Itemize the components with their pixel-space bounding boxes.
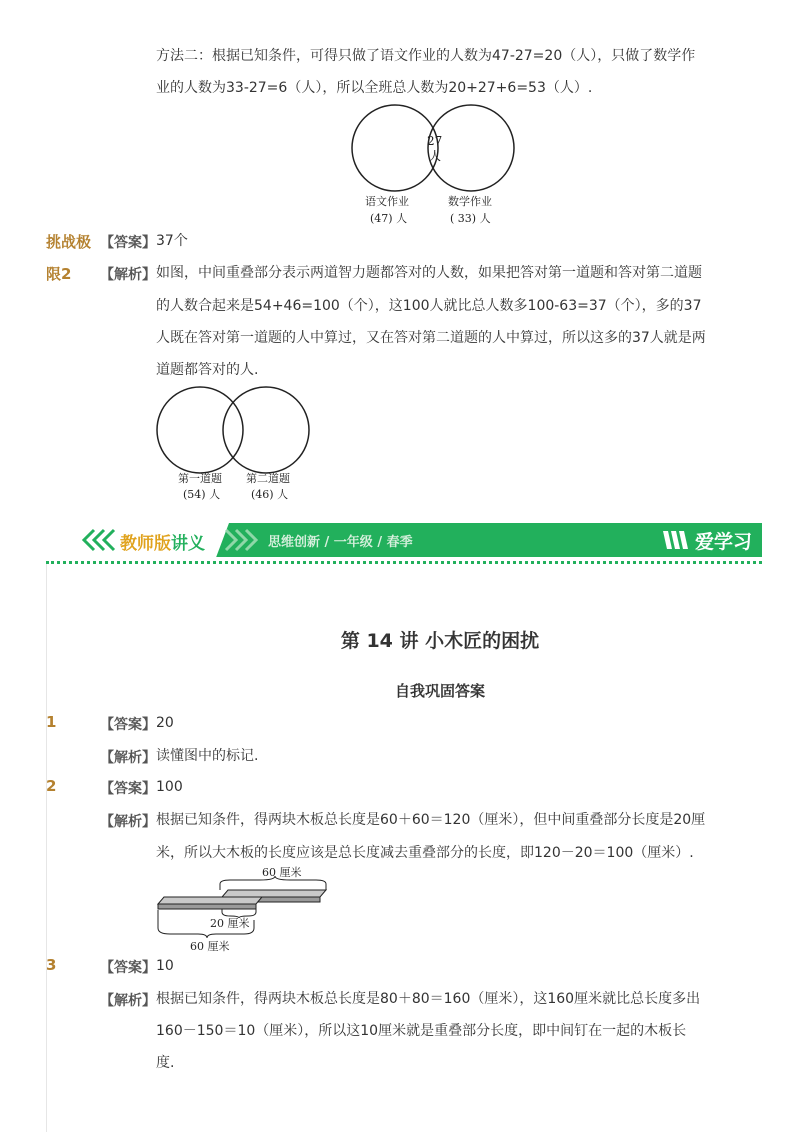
venn-circle-chinese — [352, 105, 438, 191]
analysis-line: 根据已知条件，得两块木板总长度是60＋60＝120（厘米），但中间重叠部分长度是20厘 — [156, 812, 706, 828]
analysis-tag: 【解析】 — [100, 814, 156, 830]
venn-circle-q2 — [223, 387, 309, 473]
venn-left-count: (47) 人 — [370, 212, 408, 225]
challenge-label-2: 限2 — [46, 265, 72, 283]
venn-diagram-questions — [150, 385, 320, 505]
challenge-analysis-line: 如图，中间重叠部分表示两道智力题都答对的人数，如果把答对第一道题和答对第二道题 — [156, 265, 702, 281]
venn-left-label: 语文作业 — [365, 195, 409, 208]
chevron-right-icon — [222, 528, 262, 552]
analysis-tag: 【解析】 — [100, 993, 156, 1009]
answer-number: 1 — [46, 713, 57, 731]
board-lower — [158, 897, 262, 904]
venn-left-count: (54) 人 — [183, 488, 221, 501]
challenge-analysis-line: 人既在答对第一道题的人中算过，又在答对第二道题的人中算过，所以这多的37人就是两 — [156, 330, 706, 346]
board-bottom-label: 60 厘米 — [190, 940, 230, 953]
challenge-answer: 37个 — [156, 233, 188, 249]
lecture-title: 第 14 讲 小木匠的困扰 — [340, 630, 540, 652]
venn-right-label: 第二道题 — [246, 472, 290, 485]
method-line-1: 方法二：根据已知条件，可得只做了语文作业的人数为47-27=20（人），只做了数学作 — [156, 48, 696, 64]
analysis-line: 160－150＝10（厘米），所以这10厘米就是重叠部分长度，即中间钉在一起的木板长 — [156, 1023, 687, 1039]
board-overlap-figure — [150, 860, 350, 955]
answer-value: 100 — [156, 779, 183, 795]
banner-divider — [46, 561, 762, 564]
challenge-analysis-line: 道题都答对的人. — [156, 362, 259, 378]
lecture-subtitle: 自我巩固答案 — [394, 682, 485, 700]
venn-circle-q1 — [157, 387, 243, 473]
analysis-tag: 【解析】 — [100, 750, 156, 766]
banner-title-part2: 讲义 — [171, 534, 205, 554]
answer-tag: 【答案】 — [100, 717, 156, 733]
method-line-2: 业的人数为33-27=6（人），所以全班总人数为20+27+6=53（人）. — [156, 80, 593, 96]
challenge-label-1: 挑战极 — [46, 233, 92, 251]
logo-mark-icon — [663, 529, 689, 551]
analysis-line: 读懂图中的标记. — [156, 748, 259, 764]
answer-number: 3 — [46, 956, 57, 974]
venn-left-label: 第一道题 — [178, 472, 222, 485]
board-upper — [222, 890, 326, 897]
banner-title-part1: 教师版 — [120, 534, 171, 554]
banner-subtitle: 思维创新 / 一年级 / 春季 — [268, 535, 413, 550]
banner-title — [120, 529, 205, 554]
board-top-label: 60 厘米 — [262, 866, 302, 879]
venn-diagram-homework — [340, 100, 540, 230]
analysis-line: 根据已知条件，得两块木板总长度是80＋80＝160（厘米），这160厘米就比总长度多出 — [156, 991, 701, 1007]
analysis-line: 米，所以大木板的长度应该是总长度减去重叠部分的长度，即120－20＝100（厘米）. — [156, 845, 694, 861]
answer-tag: 【答案】 — [100, 960, 156, 976]
answer-value: 20 — [156, 715, 174, 731]
analysis-line: 度. — [156, 1055, 175, 1071]
venn-right-count: (46) 人 — [251, 488, 289, 501]
venn-right-count: ( 33) 人 — [450, 212, 491, 225]
answer-number: 2 — [46, 777, 57, 795]
venn-right-label: 数学作业 — [448, 195, 492, 208]
venn-center-unit: 人 — [429, 149, 442, 163]
chevron-left-icon — [80, 528, 120, 552]
board-overlap-label: 20 厘米 — [210, 917, 250, 930]
header-banner — [46, 523, 762, 557]
venn-center-number: 27 — [427, 134, 443, 148]
answer-value: 10 — [156, 958, 174, 974]
answer-tag: 【答案】 — [100, 781, 156, 797]
challenge-answer-tag: 【答案】 — [100, 235, 156, 251]
challenge-analysis-tag: 【解析】 — [100, 267, 156, 283]
venn-circle-math — [428, 105, 514, 191]
brand-logo: 爱学习 — [694, 531, 752, 553]
challenge-analysis-line: 的人数合起来是54+46=100（个），这100人就比总人数多100-63=37（个），多的37 — [156, 298, 702, 314]
